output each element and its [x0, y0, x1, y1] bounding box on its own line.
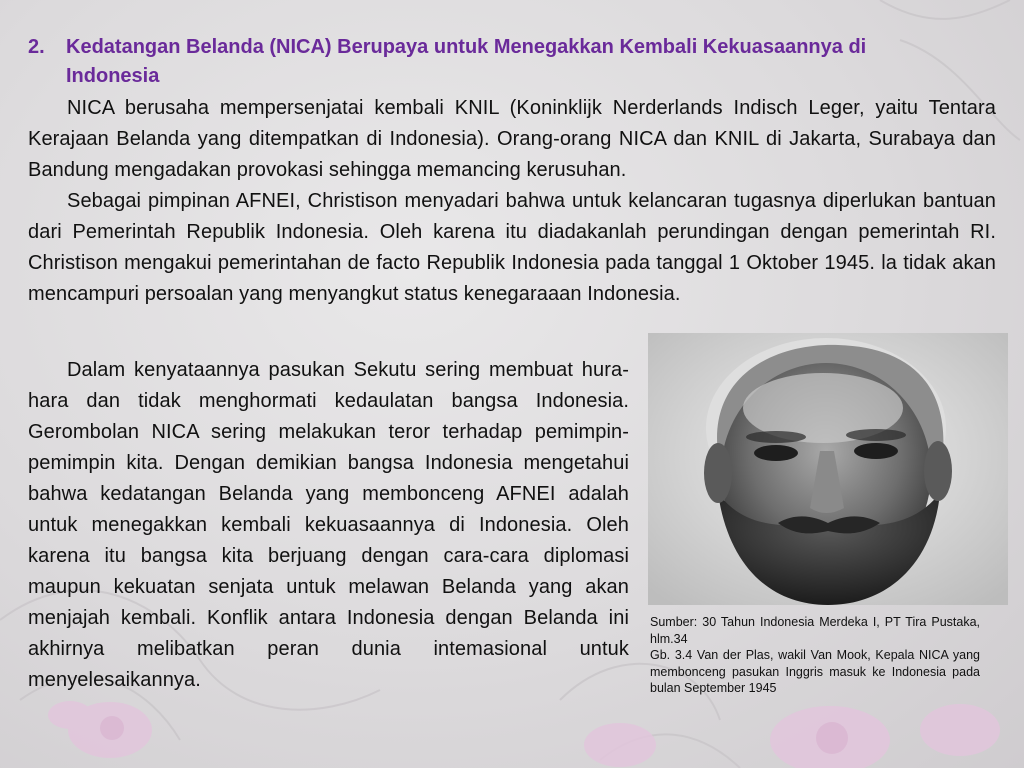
portrait-photo-van-der-plas [648, 333, 1008, 605]
paragraph-kenyataan: Dalam kenyataannya pasukan Sekutu sering membuat hura-hara dan tidak menghormati kedaulatan bangsa Indonesia. Gerombolan NICA sering melakukan teror terhadap pemimpin-pemimpin kita. Dengan demikian bangsa Indonesia mengetahui bahwa kedatangan Belanda yang membonceng AFNEI adalah untuk menegakkan kembali kekuasaannya di Indonesia. Oleh karena itu bangsa kita berjuang dengan cara-cara diplomasi maupun kekuatan senjata untuk melawan Belanda yang akan menjajah kembali. Konflik antara Indonesia dengan Belanda ini akhirnya melibatkan peran dunia intemasional untuk menyelesaikannya. [28, 359, 629, 691]
heading-title-line2: Indonesia [66, 65, 160, 87]
section-heading [28, 33, 996, 91]
paragraph-christison: Sebagai pimpinan AFNEI, Christison menyadari bahwa untuk kelancaran tugasnya diperlukan bantuan dari Pemerintah Republik Indonesia. Oleh karena itu diadakanlah perundingan dengan pemerintah RI. Christison mengakui pemerintahan de facto Republik Indonesia pada tanggal 1 Oktober 1945. la tidak akan mencampuri persoalan yang menyangkut status kenegaraaan Indonesia. [28, 190, 996, 305]
caption-description: Gb. 3.4 Van der Plas, wakil Van Mook, Kepala NICA yang membonceng pasukan Inggris masuk ke Indonesia pada bulan September 1945 [650, 648, 980, 696]
heading-number: 2. [28, 36, 45, 58]
caption-source: Sumber: 30 Tahun Indonesia Merdeka I, PT Tira Pustaka, hlm.34 [650, 615, 980, 646]
photo-caption [650, 614, 980, 697]
heading-title-line1: Kedatangan Belanda (NICA) Berupaya untuk Menegakkan Kembali Kekuasaannya di [66, 36, 867, 58]
portrait-illustration [648, 333, 1008, 605]
paragraph-nica-knil: NICA berusaha mempersenjatai kembali KNIL (Koninklijk Nerderlands Indisch Leger, yaitu Tentara Kerajaan Belanda yang ditempatkan di Indonesia). Orang-orang NICA dan KNIL di Jakarta, Surabaya dan Bandung mengadakan provokasi sehingga memancing kerusuhan. [28, 97, 996, 181]
